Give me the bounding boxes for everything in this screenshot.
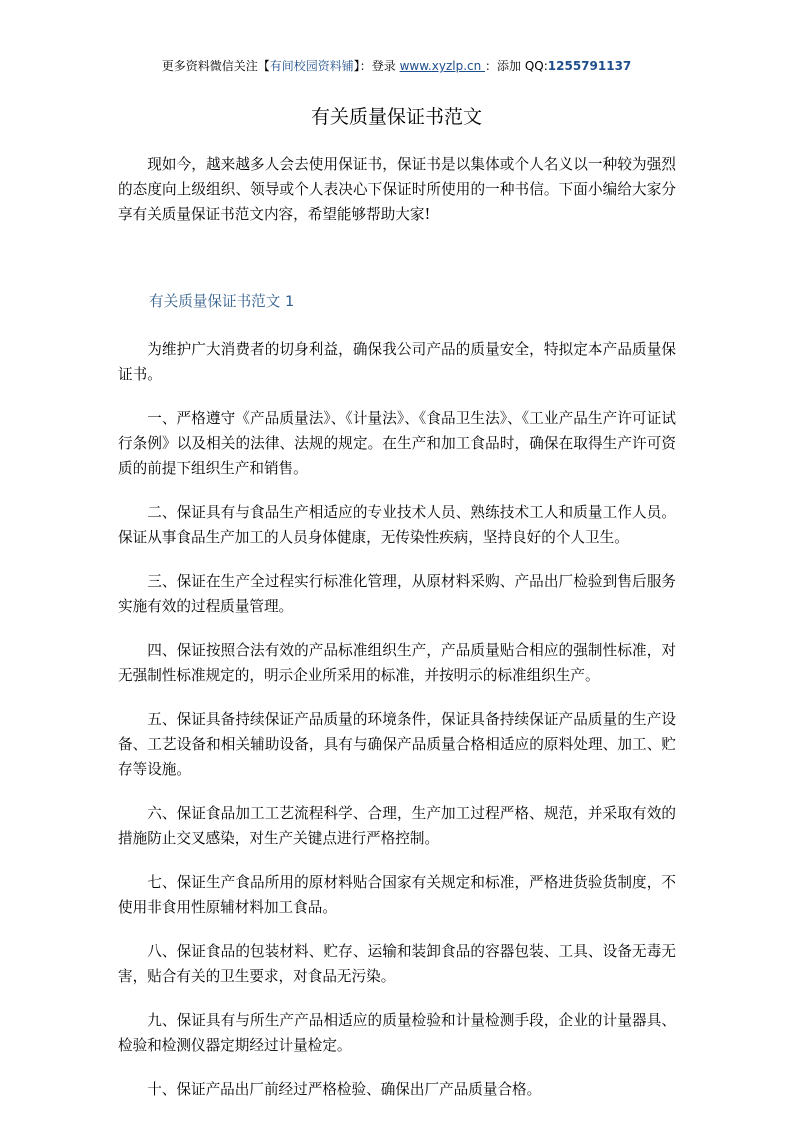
header-suffix: ：添加 QQ:	[485, 59, 548, 73]
page-title: 有关质量保证书范文	[310, 106, 482, 128]
body-paragraph: 六、保证食品加工工艺流程科学、合理，生产加工过程严格、规范，并采取有效的措施防止交叉感染，对生产关键点进行严格控制。	[118, 805, 676, 847]
header-qq-number: 1255791137	[547, 59, 632, 73]
body-paragraph: 七、保证生产食品所用的原材料贴合国家有关规定和标准，严格进货验货制度，不使用非食用性原辅材料加工食品。	[118, 874, 676, 916]
body-paragraph: 四、保证按照合法有效的产品标准组织生产，产品质量贴合相应的强制性标准，对无强制性标准规定的，明示企业所采用的标准，并按明示的标准组织生产。	[118, 642, 676, 684]
section-heading: 有关质量保证书范文 1	[149, 293, 295, 310]
header-website-link[interactable]: www.xyzlp.cn	[399, 59, 486, 73]
page-header	[0, 58, 793, 74]
body-paragraph: 为维护广大消费者的切身利益，确保我公司产品的质量安全，特拟定本产品质量保证书。	[118, 341, 676, 383]
body-paragraph: 九、保证具有与所生产产品相适应的质量检验和计量检测手段，企业的计量器具、检验和检测仪器定期经过计量检定。	[118, 1012, 676, 1054]
header-prefix: 更多资料微信关注【	[161, 59, 270, 73]
body-paragraph: 三、保证在生产全过程实行标准化管理，从原材料采购、产品出厂检验到售后服务实施有效的过程质量管理。	[118, 573, 676, 615]
body-paragraph: 十、保证产品出厂前经过严格检验、确保出厂产品质量合格。	[147, 1081, 542, 1098]
intro-paragraph: 现如今，越来越多人会去使用保证书，保证书是以集体或个人名义以一种较为强烈的态度向上级组织、领导或个人表决心下保证时所使用的一种书信。下面小编给大家分享有关质量保证书范文内容，希望能够帮助大家!	[118, 156, 676, 223]
body-paragraph: 一、严格遵守《产品质量法》、《计量法》、《食品卫生法》、《工业产品生产许可证试行条例》以及相关的法律、法规的规定。在生产和加工食品时，确保在取得生产许可资质的前提下组织生产和销售。	[118, 410, 676, 477]
body-paragraph: 八、保证食品的包装材料、贮存、运输和装卸食品的容器包装、工具、设备无毒无害，贴合有关的卫生要求，对食品无污染。	[118, 943, 676, 985]
header-mid: 】：登录	[353, 59, 400, 73]
body-paragraph: 二、保证具有与食品生产相适应的专业技术人员、熟练技术工人和质量工作人员。保证从事食品生产加工的人员身体健康，无传染性疾病，坚持良好的个人卫生。	[118, 504, 676, 546]
header-brand: 有间校园资料铺	[269, 59, 354, 73]
document-body	[118, 152, 676, 1121]
body-paragraph: 五、保证具备持续保证产品质量的环境条件，保证具备持续保证产品质量的生产设备、工艺设备和相关辅助设备，具有与确保产品质量合格相适应的原料处理、加工、贮存等设施。	[118, 711, 676, 778]
